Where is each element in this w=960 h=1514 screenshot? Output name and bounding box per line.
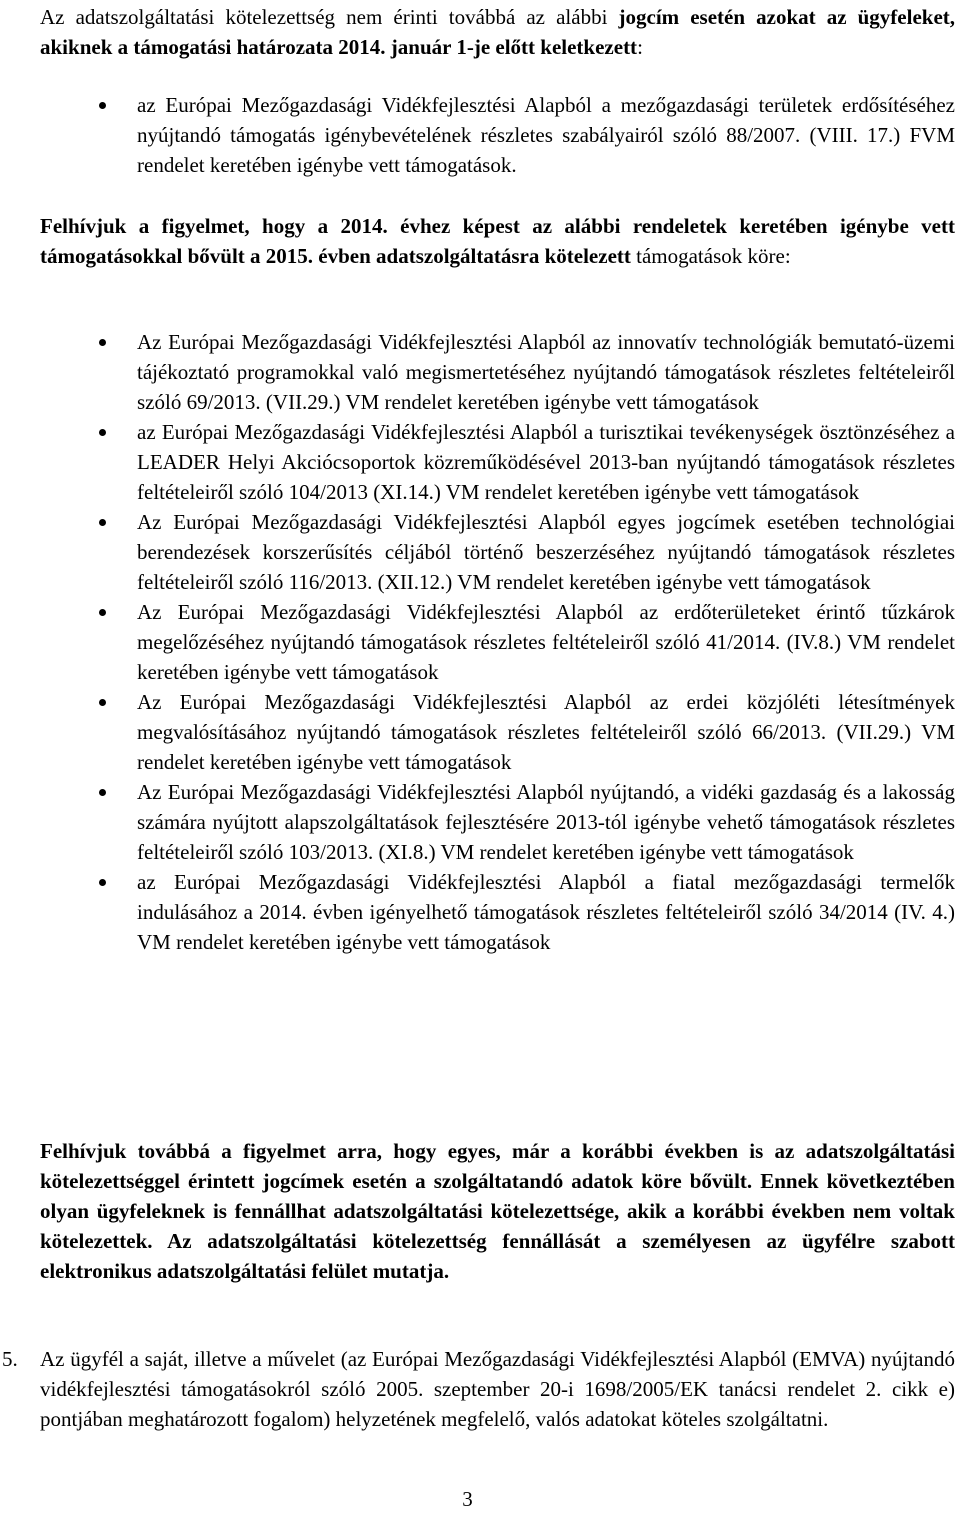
- list-item-text: az Európai Mezőgazdasági Vidékfejlesztési Alapból a mezőgazdasági területek erdősítéséhez nyújtandó támogatás igénybevételének részletes szabályairól szóló 88/2007. (VIII. 17.) FVM rendelet keretében igénybe vett támogatások.: [137, 93, 955, 177]
- bullet-list-exemptions: [40, 90, 955, 180]
- intro-text: Az adatszolgáltatási kötelezettség nem érinti továbbá az alábbi: [40, 5, 619, 29]
- notice-text: támogatások köre:: [630, 244, 791, 268]
- item-text: Az ügyfél a saját, illetve a művelet (az Európai Mezőgazdasági Vidékfejlesztési Alapból (EMVA) nyújtandó vidékfejlesztési támogatásokról szóló 2005. szeptember 20-i 1698/2005/EK tanácsi rendelet 2. cikk e) pontjában meghatározott fogalom) helyzetének megfelelő, valós adatokat köteles szolgáltatni.: [40, 1347, 955, 1431]
- list-item: [40, 90, 955, 180]
- intro-bold-text: jogcím esetén azokat az ügyfeleket, akiknek a támogatási határozata 2014. január 1-je előtt keletkezett: [40, 5, 956, 59]
- bullet-icon: [99, 429, 106, 436]
- list-item-text: Az Európai Mezőgazdasági Vidékfejlesztési Alapból az innovatív technológiák bemutató-üzemi tájékoztató programokkal való megismertetéséhez nyújtandó támogatások részletes feltételeiről szóló 69/2013. (VII.29.) VM rendelet keretében igénybe vett támogatások: [137, 330, 955, 414]
- list-item: [40, 327, 955, 417]
- list-item-text: Az Európai Mezőgazdasági Vidékfejlesztési Alapból az erdei közjóléti létesítmények megvalósításához nyújtandó támogatások részletes feltételeiről szóló 66/2013. (VII.29.) VM rendelet keretében igénybe vett támogatások: [137, 690, 955, 774]
- bullet-list-2015: [40, 327, 955, 957]
- list-item-text: az Európai Mezőgazdasági Vidékfejlesztési Alapból a turisztikai tevékenységek ösztönzéséhez a LEADER Helyi Akciócsoportok közreműködésével 2013-ban nyújtandó támogatások részletes feltételeiről szóló 104/2013 (XI.14.) VM rendelet keretében igénybe vett támogatások: [137, 420, 955, 504]
- second-notice-paragraph: [40, 1136, 955, 1286]
- bullet-icon: [99, 519, 106, 526]
- intro-paragraph: [40, 2, 955, 62]
- bullet-icon: [99, 699, 106, 706]
- list-item-text: Az Európai Mezőgazdasági Vidékfejlesztési Alapból az erdőterületeket érintő tűzkárok megelőzéséhez nyújtandó támogatások részletes feltételeiről szóló 41/2014. (IV.8.) VM rendelet keretében igénybe vett támogatások: [137, 600, 955, 684]
- page-number: 3: [462, 1487, 473, 1511]
- list-item: [40, 687, 955, 777]
- list-item: [40, 417, 955, 507]
- second-notice-bold-text: Felhívjuk továbbá a figyelmet arra, hogy egyes, már a korábbi években is az adatszolgáltatási kötelezettséggel érintett jogcímek esetén a szolgáltatandó adatok köre bővült. Ennek következtében olyan ügyfeleknek is fennállhat adatszolgáltatási kötelezettsége, akik a korábbi években nem voltak kötelezettek. Az adatszolgáltatási kötelezettség fennállását a személyesen az ügyfélre szabott elektronikus adatszolgáltatási felület mutatja.: [40, 1139, 955, 1283]
- bullet-icon: [99, 879, 106, 886]
- notice-paragraph: [40, 211, 955, 271]
- bullet-icon: [99, 789, 106, 796]
- bullet-icon: [99, 339, 106, 346]
- list-item-text: Az Európai Mezőgazdasági Vidékfejlesztési Alapból nyújtandó, a vidéki gazdaság és a lakosság számára nyújtott alapszolgáltatások fejlesztésére 2013-tól igénybe vehető támogatások részletes feltételeiről szóló 103/2013. (XI.8.) VM rendelet keretében igénybe vett támogatások: [137, 780, 955, 864]
- list-item-text: az Európai Mezőgazdasági Vidékfejlesztési Alapból a fiatal mezőgazdasági termelők indulásához a 2014. évben igényelhető támogatások részletes feltételeiről szóló 34/2014 (IV. 4.) VM rendelet keretében igénybe vett támogatások: [137, 870, 955, 954]
- item-number: 5.: [2, 1347, 18, 1371]
- bullet-icon: [99, 102, 106, 109]
- intro-colon: :: [637, 35, 643, 59]
- list-item: [40, 597, 955, 687]
- bullet-icon: [99, 609, 106, 616]
- list-item-text: Az Európai Mezőgazdasági Vidékfejlesztési Alapból egyes jogcímek esetében technológiai berendezések korszerűsítés céljából történő beszerzéséhez nyújtandó támogatások részletes feltételeiről szóló 116/2013. (XII.12.) VM rendelet keretében igénybe vett támogatások: [137, 510, 955, 594]
- list-item: [40, 507, 955, 597]
- list-item: [40, 867, 955, 957]
- notice-bold-text: Felhívjuk a figyelmet, hogy a 2014. évhez képest az alábbi rendeletek keretében igénybe vett támogatásokkal bővült a 2015. évben adatszolgáltatásra kötelezett: [40, 214, 955, 268]
- list-item: [40, 777, 955, 867]
